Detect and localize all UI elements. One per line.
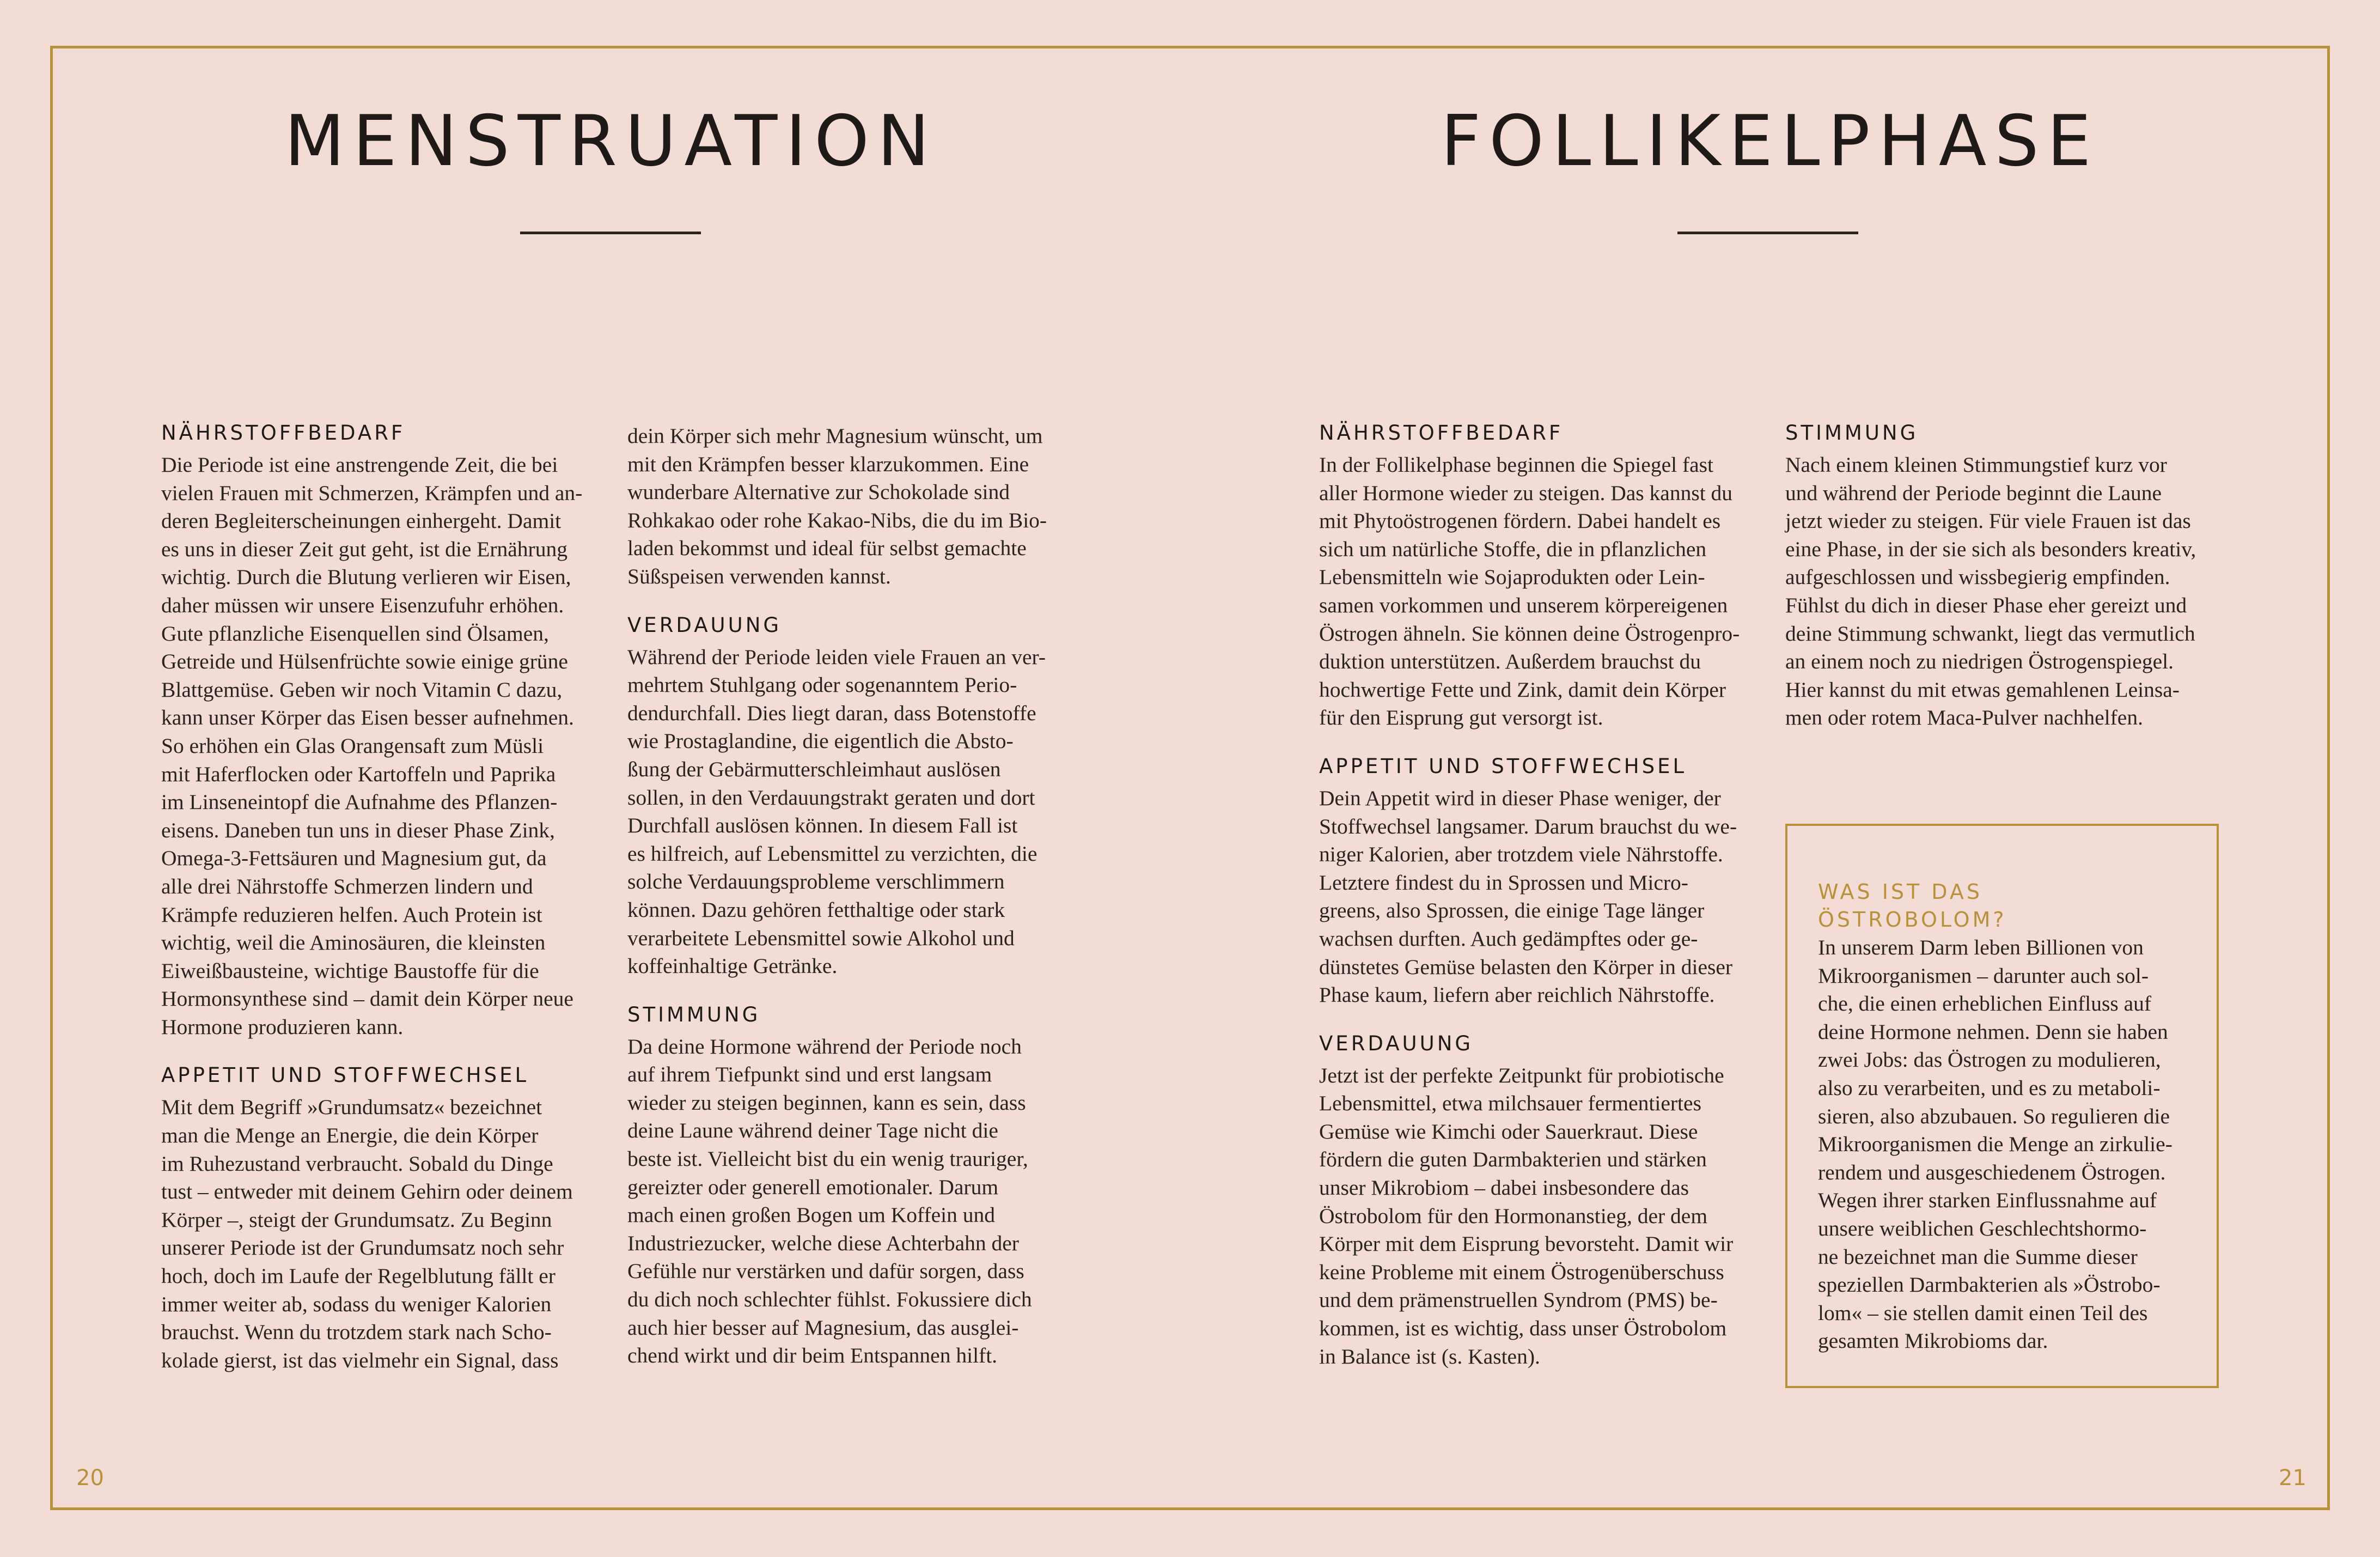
paragraph-naehrstoffbedarf: In der Follikelphase beginnen die Spiegel fast aller Hormone wieder zu steigen. Das kannst du mit Phytoöstrogenen fördern. Dabei handelt es sich um natürliche Stoffe, die in pflanzlichen Lebensmitteln wie Sojaprodukten oder Lein- samen vorkommen und unserem körpereigenen Östrogen ähneln. Sie können deine Östrogenpro- duktion unterstützen. Außerdem brauchst du hochwertige Fette und Zink, damit dein Körper für den Eisprung gut versorgt ist. — [1319, 453, 1740, 730]
section-heading-stimmung: STIMMUNG — [1785, 421, 1919, 445]
section-heading-appetit: APPETIT UND STOFFWECHSEL — [1319, 754, 1687, 778]
paragraph-naehrstoffbedarf: Die Periode ist eine anstrengende Zeit, die bei vielen Frauen mit Schmerzen, Krämpfen und an- deren Begleiterscheinungen einhergeht. Damit es uns in dieser Zeit gut geht, ist die Ernährung wichtig. Durch die Blutung verlieren wir Eisen, daher müssen wir unsere Eisenzufuhr erhöhen. Gute pflanzliche Eisenquellen sind Ölsamen, Getreide und Hülsenfrüchte sowie einige grüne Blattgemüse. Geben wir noch Vitamin C dazu, kann unser Körper das Eisen besser aufnehmen. So erhöhen ein Glas Orangensaft zum Müsli mit Haferflocken oder Kartoffeln und Paprika im Linseneintopf die Aufnahme des Pflanzen- eisens. Daneben tun uns in dieser Phase Zink, Omega-3-Fettsäuren und Magnesium gut, da alle drei Nährstoffe Schmerzen lindern und Krämpfe reduzieren helfen. Auch Protein ist wichtig, weil die Aminosäuren, die kleinsten Eiweißbausteine, wichtige Baustoffe für die Hormonsynthese sind – damit dein Körper neue Hormone produzieren kann. — [161, 453, 583, 1039]
info-box-text: In unserem Darm leben Billionen von Mikroorganismen – darunter auch sol- che, die einen erheblichen Einfluss auf deine Hormone nehmen. Denn sie haben zwei Jobs: das Östrogen zu modulieren, also zu verarbeiten, und es zu metaboli- sieren, also abzubauen. So regulieren die Mikroorganismen die Menge an zirkulie- rendem und ausgeschiedenem Östrogen. Wegen ihrer starken Einflussnahme auf unsere weiblichen Geschlechtshormo- ne bezeichnet man die Summe dieser speziellen Darmbakterien als »Östrobo- lom« – sie stellen damit einen Teil des gesamten Mikrobioms dar. — [1818, 935, 2172, 1353]
right-column-1 — [1319, 419, 1755, 1391]
paragraph-verdauung: Während der Periode leiden viele Frauen an ver- mehrtem Stuhlgang oder sogenanntem Perio- dendurchfall. Dies liegt daran, dass Botenstoffe wie Prostaglandine, die eigentlich die Absto- ßung der Gebärmutterschleimhaut auslösen sollen, in den Verdauungstrakt geraten und dort Durchfall auslösen können. In diesem Fall ist es hilfreich, auf Lebensmittel zu verzichten, die solche Verdauungsprobleme verschlimmern können. Dazu gehören fetthaltige oder stark verarbeitete Lebensmittel sowie Alkohol und koffeinhaltige Getränke. — [627, 644, 1046, 978]
right-column-2 — [1785, 419, 2221, 753]
left-column-2 — [627, 422, 1063, 1391]
section-heading-naehrstoffbedarf: NÄHRSTOFFBEDARF — [161, 421, 406, 445]
paragraph-appetit: Mit dem Begriff »Grundumsatz« bezeichnet man die Menge an Energie, die dein Körper im Ruhezustand verbraucht. Sobald du Dinge tust – entweder mit deinem Gehirn oder deinem Körper –, steigt der Grundumsatz. Zu Beginn unserer Periode ist der Grundumsatz noch sehr hoch, doch im Laufe der Regelblutung fällt er immer weiter ab, sodass du weniger Kalorien brauchst. Wenn du trotzdem stark nach Scho- kolade gierst, ist das vielmehr ein Signal, dass — [161, 1095, 573, 1372]
left-page-title: MENSTRUATION — [284, 101, 938, 182]
section-heading-stimmung: STIMMUNG — [627, 1002, 761, 1026]
right-title-underline — [1677, 232, 1858, 234]
right-page-title: FOLLIKELPHASE — [1441, 101, 2100, 182]
paragraph-stimmung: Nach einem kleinen Stimmungstief kurz vor und während der Periode beginnt die Laune jetzt wieder zu steigen. Für viele Frauen ist das eine Phase, in der sie sich als besonders kreativ, aufgeschlossen und wissbegierig empfinden. Fühlst du dich in dieser Phase eher gereizt und deine Stimmung schwankt, liegt das vermutlich an einem noch zu niedrigen Östrogenspiegel. Hier kannst du mit etwas gemahlenen Leinsa- men oder rotem Maca-Pulver nachhelfen. — [1785, 453, 2196, 730]
paragraph-appetit: Dein Appetit wird in dieser Phase weniger, der Stoffwechsel langsamer. Darum brauchst du we- niger Kalorien, aber trotzdem viele Nährstoffe. Letztere findest du in Sprossen und Micro- greens, also Sprossen, die einige Tage länger wachsen durften. Auch gedämpftes oder ge- dünstetes Gemüse belasten den Körper in dieser Phase kaum, liefern aber reichlich Nährstoffe. — [1319, 786, 1737, 1007]
left-column-1 — [161, 419, 597, 1395]
page-number-right: 21 — [2279, 1465, 2306, 1491]
info-box-heading: WAS IST DAS ÖSTROBOLOM? — [1818, 880, 2007, 932]
info-box-oestrobolom — [1785, 824, 2219, 1388]
section-heading-appetit: APPETIT UND STOFFWECHSEL — [161, 1063, 529, 1087]
paragraph-appetit-continued: dein Körper sich mehr Magnesium wünscht, um mit den Krämpfen besser klarzukommen. Eine wunderbare Alternative zur Schokolade sind Rohkakao oder rohe Kakao-Nibs, die du im Bio- laden bekommst und ideal für selbst gemachte Süßspeisen verwenden kannst. — [627, 424, 1047, 588]
paragraph-verdauung: Jetzt ist der perfekte Zeitpunkt für probiotische Lebensmittel, etwa milchsauer fermentiertes Gemüse wie Kimchi oder Sauerkraut. Diese fördern die guten Darmbakterien und stärken unser Mikrobiom – dabei insbesondere das Östrobolom für den Hormonanstieg, der dem Körper mit dem Eisprung bevorsteht. Damit wir keine Probleme mit einem Östrogenüberschuss und dem prämenstruellen Syndrom (PMS) be- kommen, ist es wichtig, dass unser Östrobolom in Balance ist (s. Kasten). — [1319, 1063, 1734, 1369]
section-heading-naehrstoffbedarf: NÄHRSTOFFBEDARF — [1319, 421, 1564, 445]
section-heading-verdauung: VERDAUUNG — [1319, 1031, 1474, 1055]
paragraph-stimmung: Da deine Hormone während der Periode noch auf ihrem Tiefpunkt sind und erst langsam wieder zu steigen beginnen, kann es sein, dass deine Laune während deiner Tage nicht die beste ist. Vielleicht bist du ein wenig trauriger, gereizter oder generell emotionaler. Darum mach einen großen Bogen um Koffein und Industriezucker, welche diese Achterbahn der Gefühle nur verstärken und dafür sorgen, dass du dich noch schlechter fühlst. Fokussiere dich auch hier besser auf Magnesium, das ausglei- chend wirkt und dir beim Entspannen hilft. — [627, 1034, 1032, 1368]
section-heading-verdauung: VERDAUUNG — [627, 613, 782, 637]
page-number-left: 20 — [76, 1465, 104, 1491]
left-title-underline — [520, 232, 701, 234]
